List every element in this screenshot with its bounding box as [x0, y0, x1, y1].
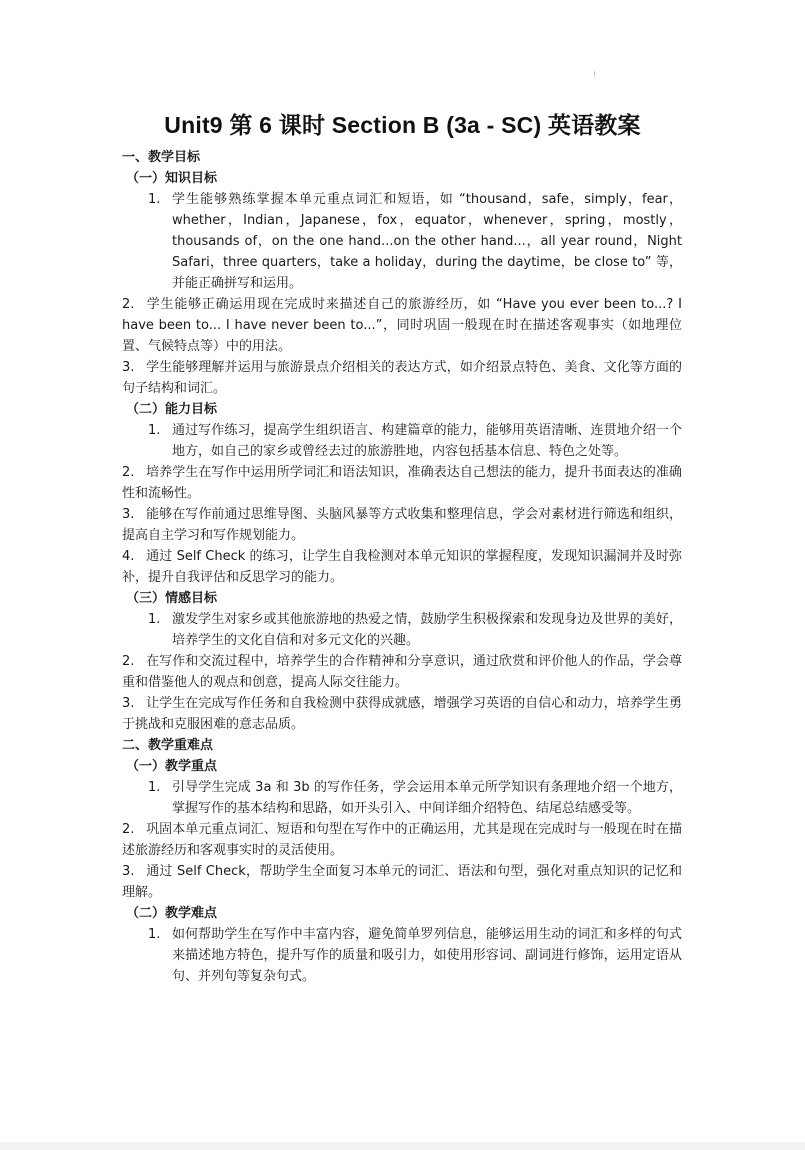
- paragraph-text: 通过 Self Check 的练习，让学生自我检测对本单元知识的掌握程度，发现知识漏洞并及时弥补，提升自我评估和反思学习的能力。: [122, 549, 682, 585]
- document-body: [122, 147, 682, 987]
- paragraph-text: 让学生在完成写作任务和自我检测中获得成就感，增强学习英语的自信心和动力，培养学生勇于挑战和克服困难的意志品质。: [122, 696, 682, 732]
- paragraph: [122, 294, 682, 357]
- list-item: [122, 189, 682, 294]
- subsection-heading-focus: （一）教学重点: [126, 759, 218, 774]
- subsection-heading-knowledge: （一）知识目标: [126, 171, 218, 186]
- list-number: 3.: [122, 864, 135, 879]
- paragraph: [122, 693, 682, 735]
- section-heading-key-points: 二、教学重难点: [122, 738, 214, 753]
- list-number: 2.: [122, 465, 135, 480]
- paragraph: [122, 504, 682, 546]
- paragraph-text: 能够在写作前通过思维导图、头脑风暴等方式收集和整理信息，学会对素材进行筛选和组织，提高自主学习和写作规划能力。: [122, 507, 682, 543]
- paragraph-text: 通过 Self Check，帮助学生全面复习本单元的词汇、语法和句型，强化对重点知识的记忆和理解。: [122, 864, 682, 900]
- list-text: 学生能够熟练掌握本单元重点词汇和短语，如 “thousand，safe，simply，fear，whether，Indian，Japanese，fox，equator，whenever，spring，mostly，thousands of，on the one hand...on the other hand...，all year round，Night Safari，three quarters，take a holiday，during the daytime，be close to” 等，并能正确拼写和运用。: [172, 192, 682, 291]
- list-text: 引导学生完成 3a 和 3b 的写作任务，学会运用本单元所学知识有条理地介绍一个地方，掌握写作的基本结构和思路，如开头引入、中间详细介绍特色、结尾总结感受等。: [172, 780, 682, 816]
- section-heading-objectives: 一、教学目标: [122, 150, 201, 165]
- paragraph: [122, 357, 682, 399]
- list-number: 1.: [148, 780, 161, 795]
- page-bottom-edge: [0, 1142, 805, 1150]
- subsection-heading-difficulty: （二）教学难点: [126, 906, 218, 921]
- list-item: [122, 609, 682, 651]
- list-number: 1.: [148, 192, 161, 207]
- paragraph-text: 巩固本单元重点词汇、短语和句型在写作中的正确运用，尤其是现在完成时与一般现在时在描述旅游经历和客观事实时的灵活使用。: [122, 822, 682, 858]
- list-number: 3.: [122, 360, 135, 375]
- list-number: 1.: [148, 612, 161, 627]
- list-text: 通过写作练习，提高学生组织语言、构建篇章的能力，能够用英语清晰、连贯地介绍一个地方，如自己的家乡或曾经去过的旅游胜地，内容包括基本信息、特色之处等。: [172, 423, 682, 459]
- document-title: Unit9 第 6 课时 Section B (3a - SC) 英语教案: [164, 112, 641, 138]
- list-number: 3.: [122, 696, 135, 711]
- list-number: 3.: [122, 507, 135, 522]
- subsection-heading-emotion: （三）情感目标: [126, 591, 218, 606]
- list-number: 2.: [122, 822, 135, 837]
- paragraph-text: 培养学生在写作中运用所学词汇和语法知识，准确表达自己想法的能力，提升书面表达的准确性和流畅性。: [122, 465, 682, 501]
- paragraph: [122, 462, 682, 504]
- paragraph: [122, 546, 682, 588]
- subsection-heading-ability: （二）能力目标: [126, 402, 218, 417]
- list-number: 4.: [122, 549, 135, 564]
- list-number: 1.: [148, 423, 161, 438]
- paragraph-text: 学生能够正确运用现在完成时来描述自己的旅游经历，如 “Have you ever been to...? I have been to... I have never been to...”，同时巩固一般现在时在描述客观事实（如地理位置、气候特点等）中的用法。: [122, 297, 682, 354]
- list-item: [122, 777, 682, 819]
- list-number: 1.: [148, 927, 161, 942]
- page-mark: [594, 71, 595, 77]
- list-item: [122, 420, 682, 462]
- paragraph: [122, 861, 682, 903]
- list-number: 2.: [122, 297, 135, 312]
- list-text: 如何帮助学生在写作中丰富内容，避免简单罗列信息，能够运用生动的词汇和多样的句式来描述地方特色，提升写作的质量和吸引力，如使用形容词、副词进行修饰，运用定语从句、并列句等复杂句式。: [172, 927, 682, 984]
- paragraph: [122, 819, 682, 861]
- list-text: 激发学生对家乡或其他旅游地的热爱之情，鼓励学生积极探索和发现身边及世界的美好，培养学生的文化自信和对多元文化的兴趣。: [172, 612, 682, 648]
- paragraph-text: 在写作和交流过程中，培养学生的合作精神和分享意识，通过欣赏和评价他人的作品，学会尊重和借鉴他人的观点和创意，提高人际交往能力。: [122, 654, 682, 690]
- paragraph-text: 学生能够理解并运用与旅游景点介绍相关的表达方式，如介绍景点特色、美食、文化等方面的句子结构和词汇。: [122, 360, 682, 396]
- list-item: [122, 924, 682, 987]
- list-number: 2.: [122, 654, 135, 669]
- paragraph: [122, 651, 682, 693]
